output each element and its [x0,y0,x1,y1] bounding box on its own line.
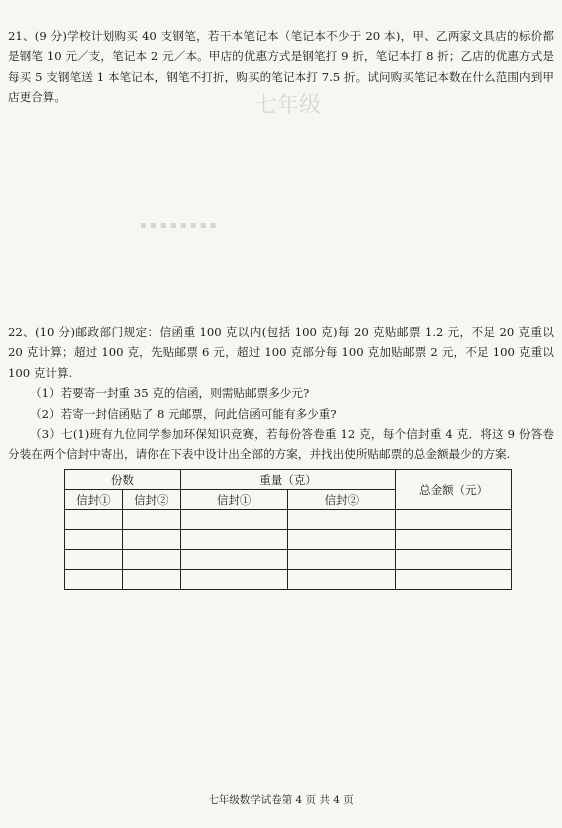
question-22-intro [8,322,554,383]
table-cell[interactable] [180,550,288,570]
table-cell[interactable] [288,570,396,590]
table-cell[interactable] [65,530,123,550]
answer-table [64,469,512,590]
page-footer: 七年级数学试卷第 4 页 共 4 页 [208,794,354,806]
table-cell[interactable] [122,550,180,570]
table-cell[interactable] [180,530,288,550]
question-22-intro-body: 邮政部门规定：信函重 100 克以内(包括 100 克)每 20 克贴邮票 1.2 元，不足 20 克重以 20 克计算；超过 100 克，先贴邮票 6 元，超过 100 克部分每 100 克加贴邮票 2 元，不足 100 克重以 100 克计算. [8,325,554,380]
question-21-label: 21、(9 分) [8,29,67,43]
header-weight-envelope-2: 信封② [288,490,396,510]
header-total: 总金额（元） [396,470,512,510]
table-cell[interactable] [122,530,180,550]
table-header-row [65,470,512,490]
table-cell[interactable] [180,570,288,590]
question-22-label: 22、(10 分) [8,325,76,339]
question-21-text [8,26,554,108]
table-cell[interactable] [122,570,180,590]
header-count: 份数 [65,470,181,490]
table-cell[interactable] [65,550,123,570]
table-cell[interactable] [396,570,512,590]
table-cell[interactable] [396,550,512,570]
question-21 [8,26,554,108]
table-row [65,510,512,530]
table-cell[interactable] [180,510,288,530]
table-row [65,530,512,550]
question-21-body: 学校计划购买 40 支钢笔，若干本笔记本（笔记本不少于 20 本)，甲、乙两家文具店的标价都是钢笔 10 元／支，笔记本 2 元／本。甲店的优惠方式是钢笔打 9 折，笔记本打 8 折；乙店的优惠方式是每买 5 支钢笔送 1 本笔记本，钢笔不打折，购买的笔记本打 7.5 折。试问购买笔记本数在什么范围内到甲店更合算。 [8,29,554,105]
header-count-envelope-2: 信封② [122,490,180,510]
table-cell[interactable] [65,570,123,590]
table-cell[interactable] [396,530,512,550]
table-cell[interactable] [288,530,396,550]
bleed-through-mark: 七年级 [255,93,322,118]
header-weight: 重量（克） [180,470,395,490]
table-row [65,570,512,590]
question-22-part-3: （3）七(1)班有九位同学参加环保知识竞赛，若每份答卷重 12 克，每个信封重 4 克．将这 9 份答卷分装在两个信封中寄出，请你在下表中设计出全部的方案，并找出使所贴邮票的总金额最少的方案. [8,427,554,462]
table-cell[interactable] [122,510,180,530]
table-cell[interactable] [288,510,396,530]
question-22-part-1: （1）若要寄一封重 35 克的信函，则需贴邮票多少元? [30,386,310,401]
question-22 [8,322,554,465]
table-row [65,550,512,570]
bleed-through-mark: ▪ ▪ ▪ ▪ ▪ ▪ ▪ ▪ [140,220,217,231]
table-cell[interactable] [288,550,396,570]
table-cell[interactable] [396,510,512,530]
question-22-part-2: （2）若寄一封信函贴了 8 元邮票，问此信函可能有多少重? [30,406,337,421]
header-count-envelope-1: 信封① [65,490,123,510]
table-cell[interactable] [65,510,123,530]
header-weight-envelope-1: 信封① [180,490,288,510]
